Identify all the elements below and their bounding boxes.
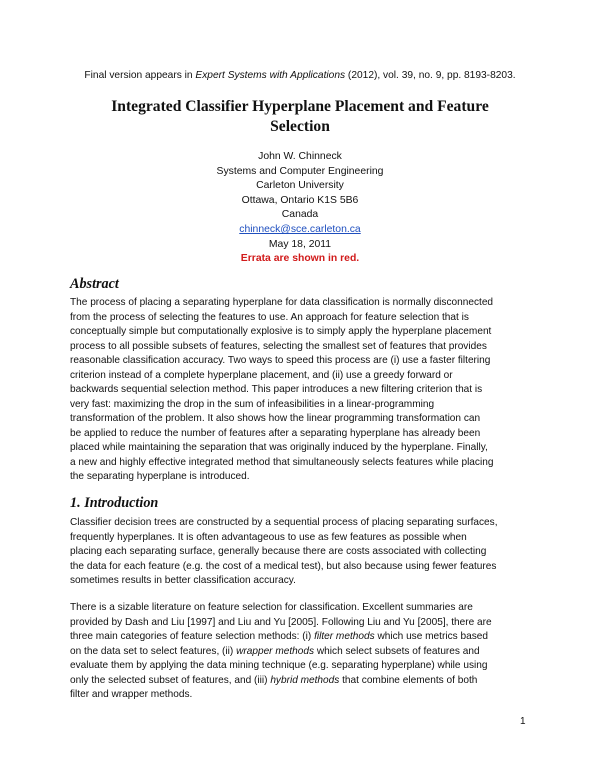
abstract-line: The process of placing a separating hyperplane for data classification is normally disconnected [70,297,494,308]
line-text: which select subsets of features and [314,645,480,657]
paragraph-line: evaluate them by applying the data mining technique (e.g. separating hyperplane) while using [70,660,488,671]
page-number: 1 [520,716,526,727]
line-text: that combine elements of both [339,674,478,686]
line-text: on the data set to select features, (ii) [70,645,237,657]
line-text: which use metrics based [374,631,488,642]
author-email-link[interactable]: chinneck@sce.carleton.ca [239,223,361,235]
author-city: Ottawa, Ontario K1S 5B6 [241,194,359,206]
journal-name: Expert Systems with Applications [195,70,346,81]
line-text: only the selected subset of features, and (iii) [70,674,271,686]
abstract-line: very fast: maximizing the drop in the sum of infeasibilities in a linear-programming [70,398,435,410]
abstract-line: backwards sequential selection method. This paper introduces a new filtering criterion that is [70,384,483,395]
abstract-line: be applied to reduce the number of features after a separating hyperplane has already been [70,427,481,439]
pub-note-prefix: Final version appears in [84,70,196,81]
paragraph-line: sometimes results in better classification accuracy. [70,575,296,586]
author-block [0,150,600,267]
paragraph-line [70,674,532,689]
introduction-heading: 1. Introduction [70,495,159,511]
title-line: Selection [270,118,330,135]
paragraph-line: filter and wrapper methods. [70,689,193,700]
author-university: Carleton University [256,180,344,192]
abstract-line: process to all possible subsets of features, selecting the smallest set of features that provides [70,340,487,352]
paragraph-line [70,630,532,645]
introduction-paragraph-2 [70,601,532,703]
paper-date: May 18, 2011 [268,238,332,250]
paragraph-line: There is a sizable literature on feature selection for classification. Excellent summaries are [70,602,473,613]
paragraph-line: frequently hyperplanes. It is often advantageous to use as few features as possible when [70,531,467,543]
paragraph-line: provided by Dash and Liu [1997] and Liu and Yu [2005]. Following Liu and Yu [2005], there are [70,616,492,628]
paragraph-line [70,645,532,660]
abstract-heading: Abstract [70,276,119,292]
abstract-line: placed while maintaining the separation that was originally induced by the hyperplane. Finally, [70,442,488,453]
pub-note-suffix: (2012), vol. 39, no. 9, pp. 8193-8203. [345,70,516,81]
author-name: John W. Chinneck [258,151,342,162]
author-country: Canada [281,209,319,221]
filter-methods-term: filter methods [314,631,375,642]
introduction-paragraph-1 [70,516,532,589]
abstract-line: conceptually simple but computationally explosive is to simply apply the hyperplane placement [70,326,492,337]
title-line: Integrated Classifier Hyperplane Placement and Feature [111,98,489,115]
wrapper-methods-term: wrapper methods [236,645,315,657]
author-department: Systems and Computer Engineering [216,165,384,177]
abstract-text [70,296,532,485]
paragraph-line: the data for each feature (e.g. the cost of a medical test), but also because using fewer features [70,560,497,572]
hybrid-methods-term: hybrid methods [270,674,340,686]
abstract-line: the separating hyperplane is introduced. [70,471,250,482]
errata-note: Errata are shown in red. [240,253,360,265]
line-text: three main categories of feature selection methods: (i) [70,631,315,642]
paragraph-line: Classifier decision trees are constructed by a sequential process of placing separating surfaces, [70,517,498,528]
publication-note [0,70,600,82]
abstract-line: reasonable classification accuracy. Two ways to speed this process are (i) use a faster filtering [70,355,491,366]
abstract-line: a new and highly effective integrated method that simultaneously selects features while placing [70,456,494,468]
paper-title [90,97,510,137]
abstract-line: criterion instead of a complete hyperplane placement, and (ii) use a greedy forward or [70,369,453,381]
abstract-line: transformation of the problem. It also shows how the linear programming transformation can [70,413,481,424]
abstract-line: from the process of selecting the features to use. An approach for feature selection that is [70,311,469,323]
paragraph-line: placing each separating surface, generally because there are costs associated with collecting [70,546,487,557]
